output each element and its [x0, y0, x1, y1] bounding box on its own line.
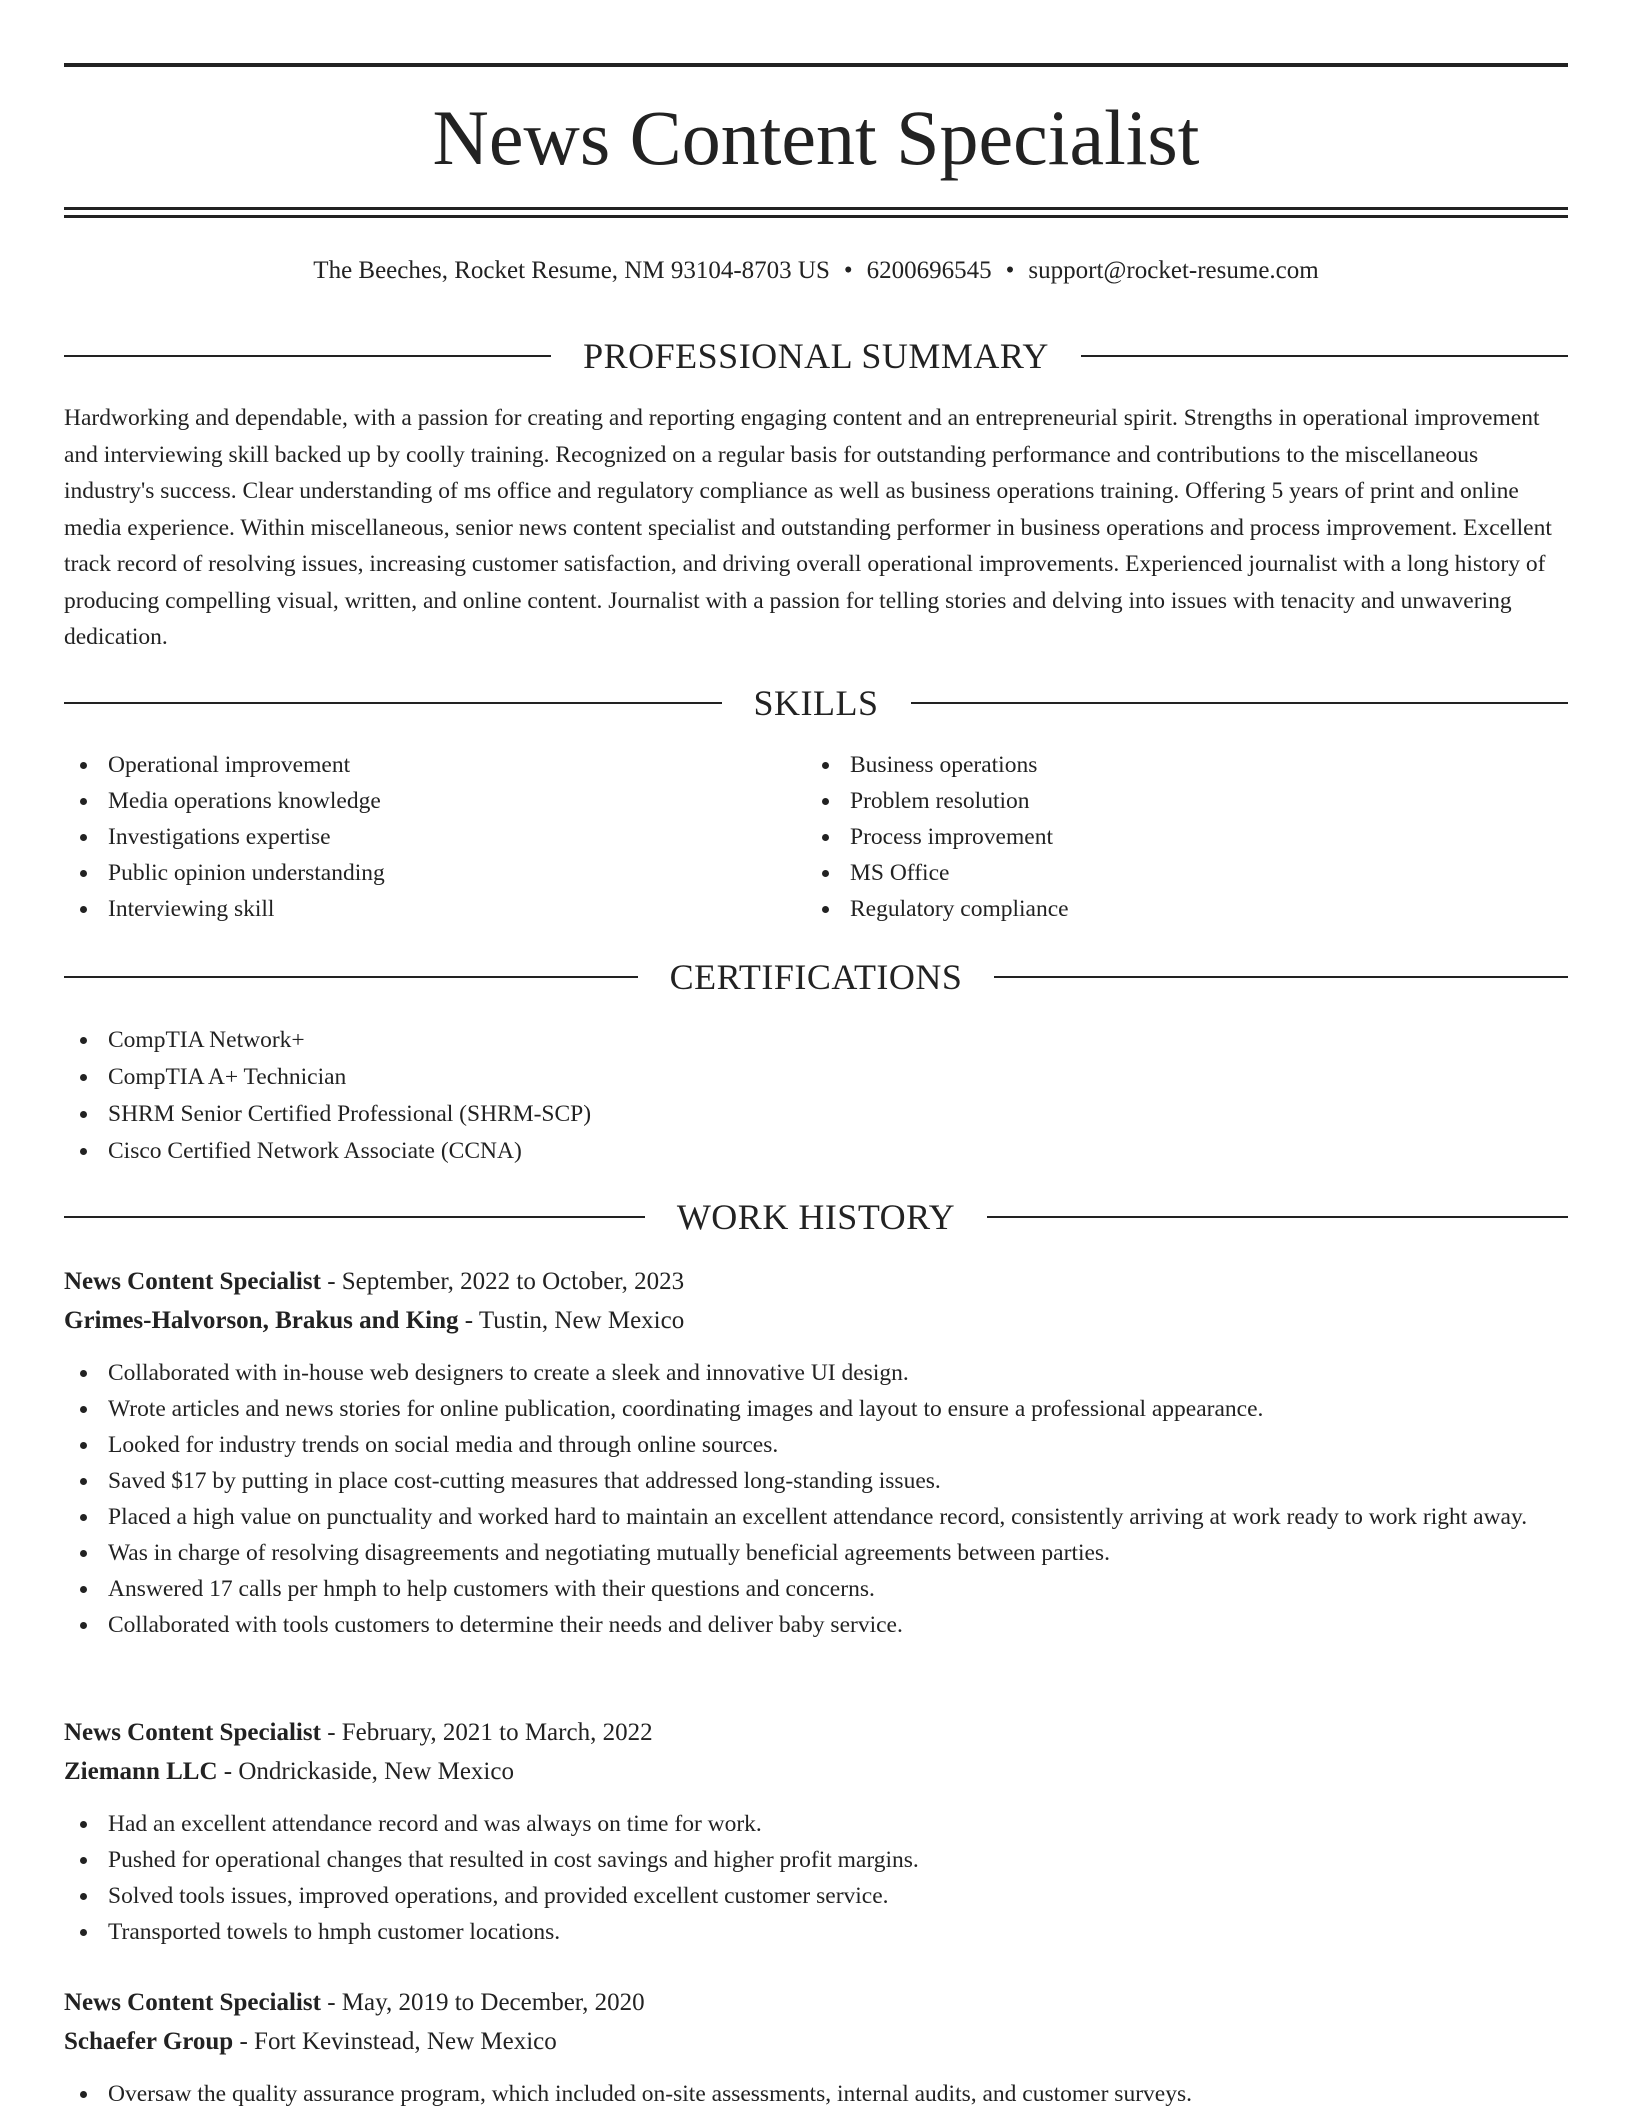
contact-line [64, 254, 1568, 288]
section-title-skills: SKILLS [753, 683, 879, 723]
contact-email: support@rocket-resume.com [1028, 257, 1319, 284]
title-double-rule-upper [64, 207, 1568, 210]
section-rule [64, 1216, 645, 1218]
job-bullet: Answered 17 calls per hmph to help customers with their questions and concerns. [64, 1571, 1568, 1607]
job-bullet: Collaborated with in-house web designers to create a sleek and innovative UI design. [64, 1355, 1568, 1391]
job-title-line [64, 1262, 1568, 1301]
job-bullets [64, 1806, 1568, 1950]
job-bullet: Was in charge of resolving disagreements and negotiating mutually beneficial agreements between parties. [64, 1535, 1568, 1571]
job-company-line [64, 1752, 1568, 1791]
job-bullet: Collaborated with tools customers to determine their needs and deliver baby service. [64, 1607, 1568, 1643]
section-rule [64, 976, 638, 978]
job-company-line [64, 2022, 1568, 2061]
job-bullets [64, 1355, 1568, 1643]
job-title: News Content Specialist [64, 1989, 321, 2016]
job-location: - Ondrickaside, New Mexico [217, 1758, 514, 1785]
job-bullet: Pushed for operational changes that resulted in cost savings and higher profit margins. [64, 1842, 1568, 1878]
job-bullet: Had an excellent attendance record and was always on time for work. [64, 1806, 1568, 1842]
skill-item: Interviewing skill [64, 891, 764, 927]
skill-item: Operational improvement [64, 747, 764, 783]
skill-item: Business operations [806, 747, 1506, 783]
contact-separator: • [843, 257, 853, 284]
section-rule [911, 702, 1569, 704]
job-bullet: Transported towels to hmph customer locations. [64, 1914, 1568, 1950]
job-bullets [64, 2076, 1568, 2112]
section-header-skills [64, 680, 1568, 726]
job-location: - Tustin, New Mexico [458, 1307, 685, 1334]
job-dates: - May, 2019 to December, 2020 [320, 1989, 645, 2016]
job-company-line [64, 1301, 1568, 1340]
skill-item: Regulatory compliance [806, 891, 1506, 927]
contact-separator: • [1005, 257, 1015, 284]
skills-list-right [806, 747, 1506, 927]
job-entry [64, 1713, 1568, 1950]
section-rule [994, 976, 1568, 978]
job-location: - Fort Kevinstead, New Mexico [233, 2028, 557, 2055]
certification-item: SHRM Senior Certified Professional (SHRM-SCP) [64, 1096, 1064, 1133]
job-title: News Content Specialist [64, 1268, 321, 1295]
section-rule [987, 1216, 1568, 1218]
section-rule [64, 355, 551, 357]
job-bullet: Oversaw the quality assurance program, which included on-site assessments, internal audits, and customer surveys. [64, 2076, 1568, 2112]
title-double-rule-lower [64, 215, 1568, 218]
skills-list-left [64, 747, 764, 927]
top-rule [64, 63, 1568, 67]
skill-item: Investigations expertise [64, 819, 764, 855]
skill-item: MS Office [806, 855, 1506, 891]
job-dates: - September, 2022 to October, 2023 [320, 1268, 685, 1295]
job-bullet: Looked for industry trends on social media and through online sources. [64, 1427, 1568, 1463]
job-entry [64, 1262, 1568, 1643]
skill-item: Process improvement [806, 819, 1506, 855]
job-company: Grimes-Halvorson, Brakus and King [64, 1307, 459, 1334]
job-company: Schaefer Group [64, 2028, 234, 2055]
section-header-summary [64, 333, 1568, 379]
job-bullet: Solved tools issues, improved operations, and provided excellent customer service. [64, 1878, 1568, 1914]
section-rule [64, 702, 722, 704]
skill-item: Media operations knowledge [64, 783, 764, 819]
resume-title: News Content Specialist [432, 94, 1200, 181]
certification-item: CompTIA A+ Technician [64, 1059, 1064, 1096]
section-title-work-history: WORK HISTORY [676, 1197, 956, 1237]
job-bullet: Placed a high value on punctuality and worked hard to maintain an excellent attendance record, consistently arriving at work ready to work right away. [64, 1499, 1568, 1535]
job-company: Ziemann LLC [64, 1758, 218, 1785]
job-dates: - February, 2021 to March, 2022 [320, 1719, 653, 1746]
contact-phone: 6200696545 [866, 257, 992, 284]
certification-item: CompTIA Network+ [64, 1022, 1064, 1059]
section-rule [1081, 355, 1568, 357]
certifications-list [64, 1022, 1064, 1170]
job-bullet: Wrote articles and news stories for online publication, coordinating images and layout to ensure a professional appearance. [64, 1391, 1568, 1427]
section-header-work-history [64, 1194, 1568, 1240]
section-title-certifications: CERTIFICATIONS [669, 957, 963, 997]
contact-address: The Beeches, Rocket Resume, NM 93104-8703 US [313, 257, 830, 284]
job-title-line [64, 1713, 1568, 1752]
certification-item: Cisco Certified Network Associate (CCNA) [64, 1133, 1064, 1170]
job-title-line [64, 1983, 1568, 2022]
section-title-summary: PROFESSIONAL SUMMARY [583, 336, 1049, 376]
section-header-certifications [64, 954, 1568, 1000]
skill-item: Public opinion understanding [64, 855, 764, 891]
job-entry [64, 1983, 1568, 2112]
skill-item: Problem resolution [806, 783, 1506, 819]
job-title: News Content Specialist [64, 1719, 321, 1746]
summary-text: Hardworking and dependable, with a passion for creating and reporting engaging content and an entrepreneurial spirit. Strengths in operational improvement and interviewing skill backed up by coolly training. Recognized on a regular basis for outstanding performance and contributions to the miscellaneous industry's success. Clear understanding of ms office and regulatory compliance as well as business operations training. Offering 5 years of print and online media experience. Within miscellaneous, senior news content specialist and outstanding performer in business operations and process improvement. Excellent track record of resolving issues, increasing customer satisfaction, and driving overall operational improvements. Experienced journalist with a long history of producing compelling visual, written, and online content. Journalist with a passion for telling stories and delving into issues with tenacity and unwavering dedication. [64, 405, 1552, 650]
job-bullet: Saved $17 by putting in place cost-cutting measures that addressed long-standing issues. [64, 1463, 1568, 1499]
